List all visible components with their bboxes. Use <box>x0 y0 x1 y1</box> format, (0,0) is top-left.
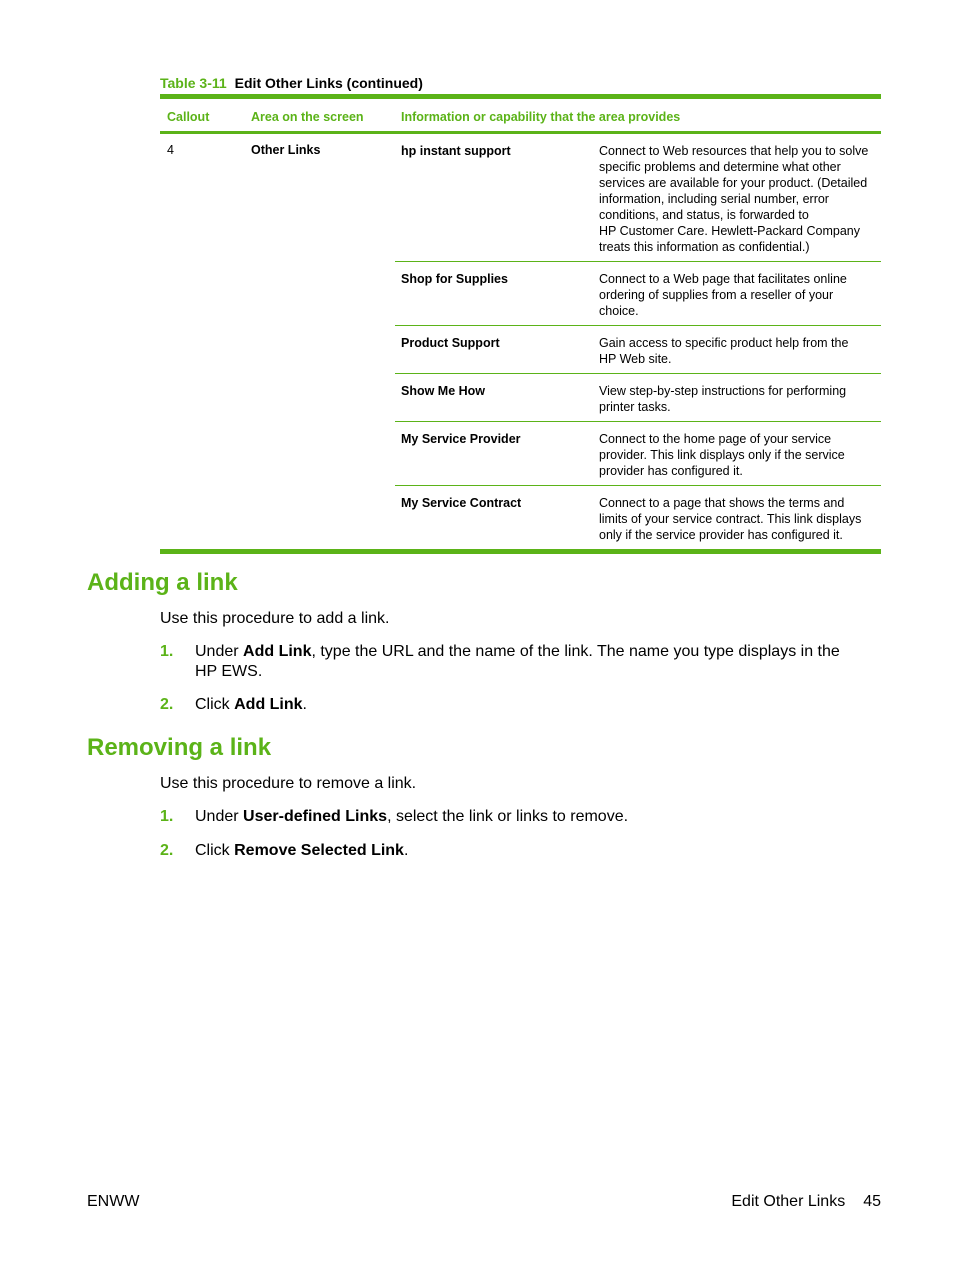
link-description <box>597 335 881 367</box>
list-item <box>395 326 881 374</box>
link-name: hp instant support <box>401 144 511 158</box>
step-number: 2. <box>160 842 174 859</box>
link-name: Show Me How <box>401 384 486 398</box>
edit-other-links-table <box>160 94 881 554</box>
table-bottom-rule <box>160 549 881 554</box>
list-item <box>395 422 881 486</box>
link-description <box>597 495 881 543</box>
adding-heading: Adding a link <box>87 569 238 596</box>
ui-label-add-link: Add Link <box>234 696 303 713</box>
footer-right <box>731 1193 881 1211</box>
header-callout: Callout <box>167 110 210 124</box>
desc-line: treats this information as confidential.) <box>599 240 810 254</box>
desc-line: ordering of supplies from a reseller of your <box>599 288 834 302</box>
step-number: 1. <box>160 643 174 660</box>
desc-line: Connect to a page that shows the terms and <box>599 496 845 510</box>
desc-line: conditions, and status, is forwarded to <box>599 208 809 222</box>
step-text: Click <box>195 696 235 713</box>
removing-step-1 <box>160 807 860 827</box>
desc-line: provider. This link displays only if the service <box>599 448 845 462</box>
desc-line: services are available for your product. (Detailed <box>599 176 868 190</box>
link-description <box>597 271 881 319</box>
callout-number: 4 <box>167 143 174 157</box>
area-name: Other Links <box>251 143 321 157</box>
footer-section-title: Edit Other Links <box>731 1193 846 1210</box>
step-text: Click <box>195 842 235 859</box>
step-text: Under <box>195 643 244 660</box>
desc-line: Connect to Web resources that help you to solve <box>599 144 869 158</box>
step-text: , type the URL and the name of the link. The name you type displays in the <box>311 643 840 660</box>
step-text: . <box>403 842 409 859</box>
ui-label-add-link: Add Link <box>243 643 312 660</box>
table-row <box>160 134 881 549</box>
desc-line: HP Web site. <box>599 352 672 366</box>
step-number: 2. <box>160 696 174 713</box>
desc-line: Connect to a Web page that facilitates online <box>599 272 847 286</box>
footer-left: ENWW <box>87 1193 140 1210</box>
step-number: 1. <box>160 808 174 825</box>
desc-line: only if the service provider has configured it. <box>599 528 843 542</box>
step-text: . <box>302 696 307 713</box>
link-name: My Service Provider <box>401 432 521 446</box>
list-item <box>395 262 881 326</box>
desc-line: View step-by-step instructions for performing <box>599 384 847 398</box>
table-caption <box>160 75 423 91</box>
step-text: , select the link or links to remove. <box>387 808 629 825</box>
step-text: HP EWS. <box>195 663 263 680</box>
header-info: Information or capability that the area provides <box>401 110 681 124</box>
list-item <box>395 134 881 262</box>
link-name: Shop for Supplies <box>401 272 508 286</box>
desc-line: Gain access to specific product help from the <box>599 336 849 350</box>
adding-step-2 <box>160 695 860 715</box>
ui-label-user-defined-links: User-defined Links <box>243 808 388 825</box>
desc-line: information, including serial number, error <box>599 192 829 206</box>
list-item <box>395 486 881 549</box>
adding-intro: Use this procedure to add a link. <box>160 610 390 627</box>
table-caption-title: Edit Other Links (continued) <box>234 75 423 91</box>
page-number: 45 <box>863 1193 881 1210</box>
link-description <box>597 431 881 479</box>
ui-label-remove-selected-link: Remove Selected Link <box>234 842 404 859</box>
desc-line: Connect to the home page of your service <box>599 432 832 446</box>
step-text: Under <box>195 808 244 825</box>
link-description <box>597 143 881 255</box>
desc-line: printer tasks. <box>599 400 671 414</box>
desc-line: provider has configured it. <box>599 464 743 478</box>
removing-intro: Use this procedure to remove a link. <box>160 775 417 792</box>
removing-heading: Removing a link <box>87 734 272 761</box>
table-caption-number: Table 3-11 <box>160 75 227 91</box>
list-item <box>395 374 881 422</box>
link-list <box>395 134 881 549</box>
desc-line: limits of your service contract. This link displays <box>599 512 862 526</box>
header-area: Area on the screen <box>251 110 364 124</box>
adding-step-1 <box>160 642 860 682</box>
desc-line: specific problems and determine what other <box>599 160 841 174</box>
table-header-row <box>160 99 881 131</box>
link-name: My Service Contract <box>401 496 522 510</box>
link-description <box>597 383 881 415</box>
desc-line: HP Customer Care. Hewlett-Packard Company <box>599 224 860 238</box>
link-name: Product Support <box>401 336 500 350</box>
removing-step-2 <box>160 841 860 861</box>
desc-line: choice. <box>599 304 639 318</box>
